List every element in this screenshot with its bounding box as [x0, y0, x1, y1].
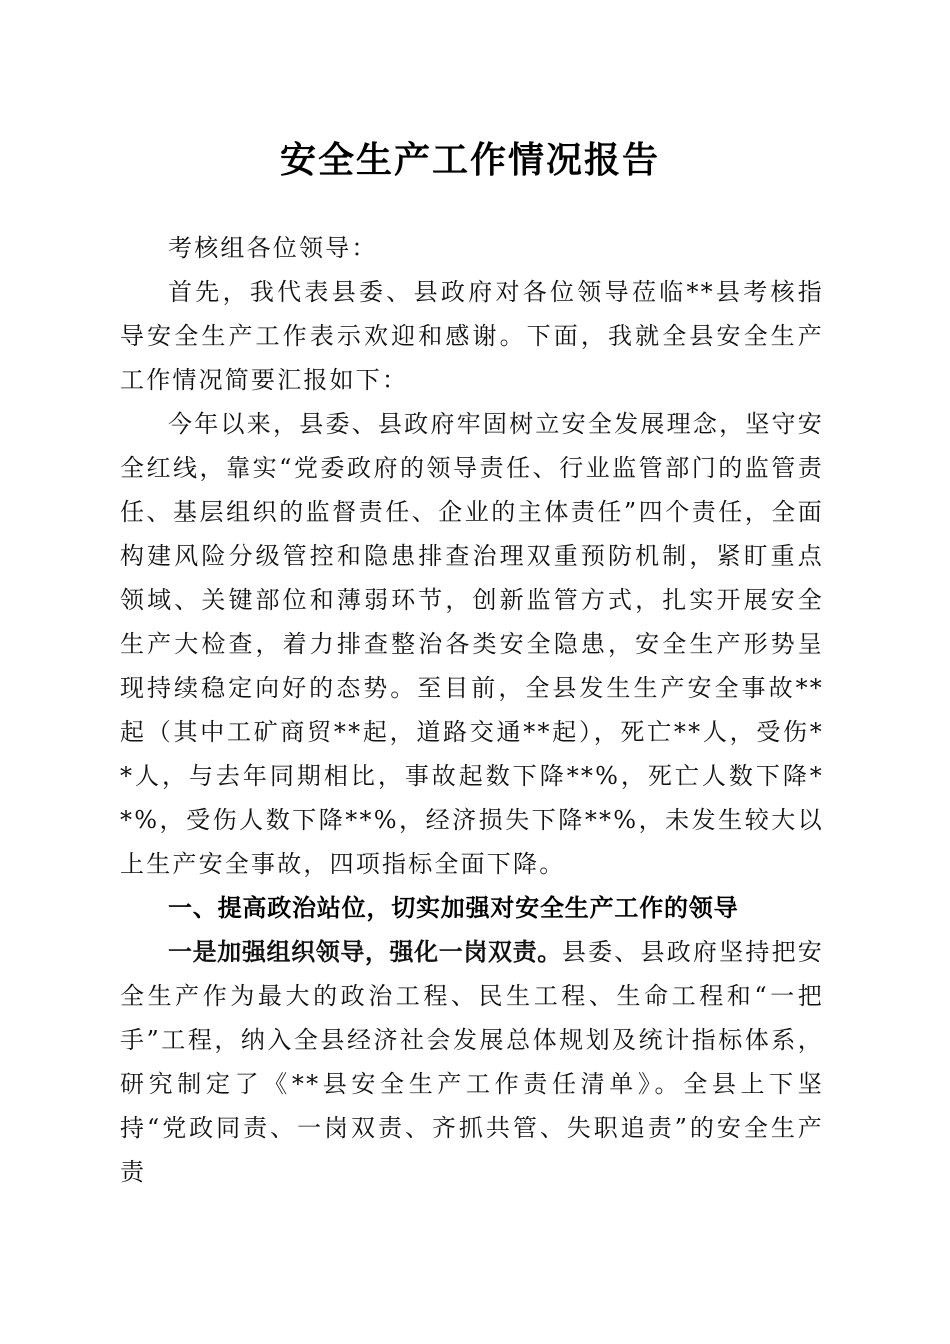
- intro-paragraph: 首先，我代表县委、县政府对各位领导莅临**县考核指导安全生产工作表示欢迎和感谢。下面，我就全县安全生产工作情况简要汇报如下：: [120, 278, 824, 394]
- document-body: [120, 226, 824, 1194]
- section-body: 县委、县政府坚持把安全生产作为最大的政治工程、民生工程、生命工程和“一把手”工程，纳入全县经济社会发展总体规划及统计指标体系，研究制定了《**县安全生产工作责任清单》。全县上下坚持“党政同责、一岗双责、齐抓共管、失职追责”的安全生产责: [120, 938, 824, 1186]
- section-paragraph: [120, 930, 824, 1194]
- section-lead: 一是加强组织领导，强化一岗双责。: [168, 938, 562, 966]
- section-heading: 一、提高政治站位，切实加强对安全生产工作的领导: [168, 894, 739, 922]
- overview-paragraph: 今年以来，县委、县政府牢固树立安全发展理念，坚守安全红线，靠实“党委政府的领导责任、行业监管部门的监管责任、基层组织的监督责任、企业的主体责任”四个责任，全面构建风险分级管控和隐患排查治理双重预防机制，紧盯重点领域、关键部位和薄弱环节，创新监管方式，扎实开展安全生产大检查，着力排查整治各类安全隐患，安全生产形势呈现持续稳定向好的态势。至目前，全县发生生产安全事故**起（其中工矿商贸**起，道路交通**起），死亡**人，受伤**人，与去年同期相比，事故起数下降**%，死亡人数下降**%，受伤人数下降**%，经济损失下降**%，未发生较大以上生产安全事故，四项指标全面下降。: [120, 410, 824, 878]
- document-title: 安全生产工作情况报告: [279, 139, 660, 181]
- salutation: 考核组各位领导：: [168, 234, 378, 262]
